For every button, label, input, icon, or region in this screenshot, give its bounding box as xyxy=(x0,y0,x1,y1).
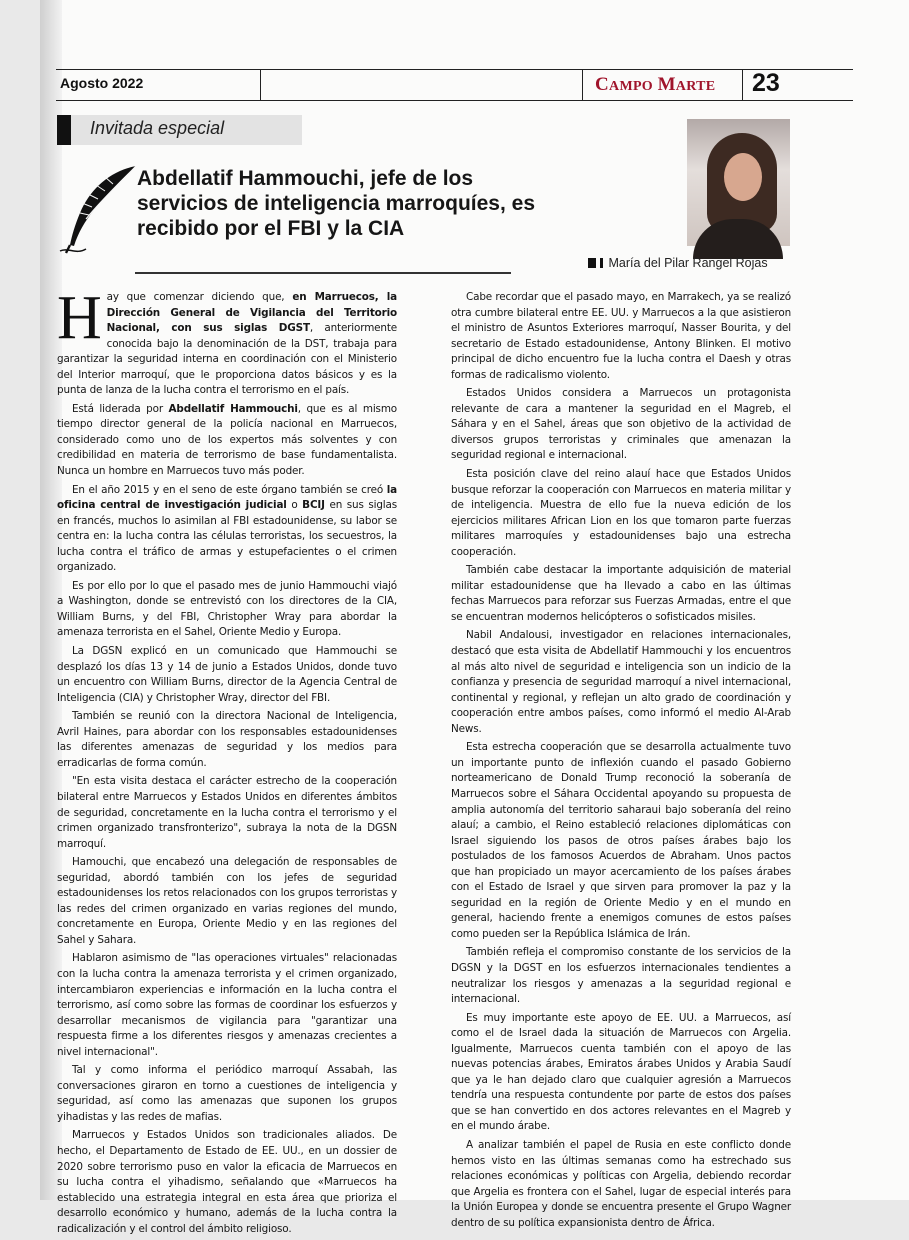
author-photo xyxy=(687,119,790,246)
author-name: María del Pilar Rangel Rojas xyxy=(608,256,768,270)
publication-name xyxy=(595,74,715,96)
paragraph: También refleja el compromiso constante de los servicios de la DGSN y la DGST en los esfuerzos internacionales tendientes a neutralizar los riesgos y amenazas a la seguridad regional e internacional. xyxy=(451,946,791,1006)
text-run: Está liderada por xyxy=(72,402,169,415)
paragraph: La DGSN explicó en un comunicado que Hammouchi se desplazó los días 13 y 14 de junio a Estados Unidos, donde tuvo un encuentro con William Burns, director de la Agencia Central de Inteligencia (CIA) y Christopher Wray, director del FBI. xyxy=(57,645,397,704)
paragraph xyxy=(57,284,398,399)
byline xyxy=(588,256,768,270)
publication-initial-m: M xyxy=(657,74,676,95)
publication-word-ampo: AMPO xyxy=(609,79,653,94)
text-run: o xyxy=(286,499,303,512)
section-label: Invitada especial xyxy=(90,118,225,138)
article-title: Abdellatif Hammouchi, jefe de los servicios de inteligencia marroquíes, es recibido por el FBI y la CIA xyxy=(137,167,536,240)
paragraph: Es por ello por lo que el pasado mes de junio Hammouchi viajó a Washington, donde se entrevistó con los directores de la CIA, William Burns, y del FBI, Christopher Wray para abordar la amenaza terrorista en el Sahel, Oriente Medio y Europa. xyxy=(57,579,397,639)
paragraph xyxy=(57,483,397,576)
bold-run: BCIJ xyxy=(302,499,325,512)
paragraph: A analizar también el papel de Rusia en este conflicto donde hemos visto en las últimas semanas como ha estrechado sus relaciones económicas y políticas con Argelia, debiendo recordar que Argelia es frontera con el Sahel, lugar de especial interés para la Unión Europea y donde se encuentra presente el Grupo Wagner dentro de su política expansionista dentro de África. xyxy=(451,1138,791,1229)
paragraph: Esta posición clave del reino alauí hace que Estados Unidos busque reforzar la cooperación con Marruecos en materia militar y de inteligencia. Muestra de ello fue la nueva edición de los ejercicios militares African Lion en los que tomaron parte fuerzas militares marroquíes y estadounidenses bajo una estrecha cooperación. xyxy=(451,468,791,558)
author-photo-face xyxy=(724,153,762,201)
quill-pen-icon xyxy=(58,163,140,255)
article-column-left xyxy=(57,284,398,1240)
text-run: , anteriormente conocida bajo la denominación de la DST, trabaja para garantizar la seguridad interna en coordinación con el Ministerio del Interior marroquí, que le proporciona datos básicos y es la punta de lanza de la lucha contra el terrorismo en el país. xyxy=(57,322,398,397)
article-column-right xyxy=(451,290,791,1234)
bold-run: la oficina central de investigación judicial xyxy=(57,483,397,512)
paragraph: Tal y como informa el periódico marroquí Assabah, las conversaciones giraron en torno a cuestiones de inteligencia y seguridad, así como las amenazas que suponen los grupos yihadistas y las redes de mafias. xyxy=(57,1064,397,1123)
header-divider xyxy=(260,70,261,100)
paragraph xyxy=(57,402,397,480)
header-bottom-rule xyxy=(56,100,853,101)
paragraph: Esta estrecha cooperación que se desarrolla actualmente tuvo un importante punto de inflexión cuando el pasado Gobierno norteamericano de Donald Trump reconoció la soberanía de Marruecos sobre el Sáhara Occidental apoyando su propuesta de amplia autonomía del territorio saharaui bajo soberanía del reino alauí; a cambio, el Reino estableció relaciones diplomáticas con Israel siguiendo los pasos de otros países árabes bajo los postulados de los famosos Acuerdos de Abraham. Unos pactos que han propiciado un mayor acercamiento de los países árabes con el Estado de Israel y que sirven para promover la paz y la seguridad en la región de Oriente Medio y en el mundo en general, haciendo frente a enemigos comunes de estos países como pueden ser la República Islámica de Irán. xyxy=(451,741,791,940)
page-number: 23 xyxy=(752,69,780,97)
bold-run: en Marruecos, la Dirección General de Vigilancia del Territorio Nacional, con sus siglas DGST xyxy=(106,291,398,335)
header-top-rule xyxy=(56,69,853,70)
paragraph: Cabe recordar que el pasado mayo, en Marrakech, ya se realizó otra cumbre bilateral entre EE. UU. y Marruecos a la que asistieron el ministro de Asuntos Exteriores marroquí, Nasser Bourita, y del secretario de Estado estadounidense, Antony Blinken. El motivo principal de dicho encuentro fue la lucha contra el Daesh y otras formas de radicalismo violento. xyxy=(451,291,791,381)
publication-word-arte: ARTE xyxy=(675,79,716,94)
byline-bar xyxy=(600,258,603,268)
byline-square xyxy=(588,258,596,268)
paragraph: Nabil Andalousi, investigador en relaciones internacionales, destacó que esta visita de Abdellatif Hammouchi y los encuentros al más alto nivel de seguridad e inteligencia son un indicio de la confianza y presencia de seguridad marroquí a nivel internacional, continental y regional, y reflejan un alto grado de coordinación y cooperación entre ambos países, como informó el medio Al-Arab News. xyxy=(451,629,791,735)
issue-date: Agosto 2022 xyxy=(60,75,144,91)
text-run: En el año 2015 y en el seno de este órgano también se creó xyxy=(72,483,387,496)
drop-cap: H xyxy=(57,284,102,352)
paragraph: Marruecos y Estados Unidos son tradicionales aliados. De hecho, el Departamento de Estado de EE. UU., en un dossier de 2020 sobre terrorismo puso en valor la eficacia de Marruecos en su lucha contra el yihadismo, señalando que «Marruecos ha establecido una estrategia integral en esta área que prioriza el desarrollo económico y humano, además de la lucha contra la radicalización y el control del ámbito religioso. xyxy=(57,1129,397,1235)
paragraph: También se reunió con la directora Nacional de Inteligencia, Avril Haines, para abordar con los responsables estadounidenses las diferentes amenazas de seguridad y los medios para erradicarlas de forma común. xyxy=(57,710,397,769)
bold-run: Abdellatif Hammouchi xyxy=(168,402,298,415)
title-underline xyxy=(135,272,511,274)
paragraph: Estados Unidos considera a Marruecos un protagonista relevante de cara a mantener la seguridad en el Magreb, el Sáhara y en el Sahel, áreas que son objetivo de la actividad de diversos grupos terroristas y criminales que amenazan la seguridad regional e internacional. xyxy=(451,387,791,462)
paragraph: También cabe destacar la importante adquisición de material militar estadounidense que ha llevado a cabo en las últimas fechas Marruecos para reforzar sus Fuerzas Armadas, entre el que se encuentran modernos helicópteros o sofisticados misiles. xyxy=(451,564,791,623)
header-divider xyxy=(742,70,743,100)
paragraph: Hamouchi, que encabezó una delegación de responsables de seguridad, abordó también con los jefes de seguridad estadounidenses los retos relacionados con los grupos terroristas y las redes del crimen organizado en varias regiones del mundo, concretamente en Europa, Oriente Medio y en las regiones del Sahel y Sahara. xyxy=(57,856,397,946)
publication-initial-c: C xyxy=(595,74,610,95)
section-marker xyxy=(57,115,71,145)
text-run: ay que comenzar diciendo que, xyxy=(106,291,293,303)
header-divider xyxy=(582,70,583,100)
text-run: en sus siglas en francés, muchos lo asimilan al FBI estadounidense, su labor se centra en: la lucha contra las células terroristas, los secuestros, la lucha contra el tráfico de armas y estupefacientes o el crimen organizado. xyxy=(57,499,398,574)
paragraph: Hablaron asimismo de "las operaciones virtuales" relacionadas con la lucha contra la amenaza terrorista y el crimen organizado, intercambiaron experiencias e información en la lucha contra el terrorismo, así como sobre las formas de coordinar los esfuerzos y desarrollar mecanismos de vigilancia para "garantizar una respuesta firme a los diferentes riesgos y amenazas crecientes a nivel internacional". xyxy=(57,952,397,1058)
paragraph: "En esta visita destaca el carácter estrecho de la cooperación bilateral entre Marruecos y Estados Unidos en diferentes ámbitos de seguridad, concretamente en la lucha contra el terrorismo y el crimen organizado transfronterizo", subraya la nota de la DGSN marroquí. xyxy=(57,775,397,850)
text-run: , que es al mismo tiempo director general de la policía nacional en Marruecos, considerado como uno de los expertos más solventes y con credibilidad en materia de terrorismo de base fundamentalista. Nunca un hombre en Marruecos tuvo más poder. xyxy=(57,402,397,478)
paragraph: Es muy importante este apoyo de EE. UU. a Marruecos, así como el de Israel dada la situación de Marruecos con Argelia. Igualmente, Marruecos cuenta también con el apoyo de las nuevas potencias árabes, Emiratos árabes Unidos y Arabia Saudí que ya le han dejado claro que cualquier agresión a Marruecos tendría una respuesta contundente por parte de estos dos países que se han convertido en dos actores relevantes en el Magreb y en el mundo árabe. xyxy=(451,1011,791,1133)
